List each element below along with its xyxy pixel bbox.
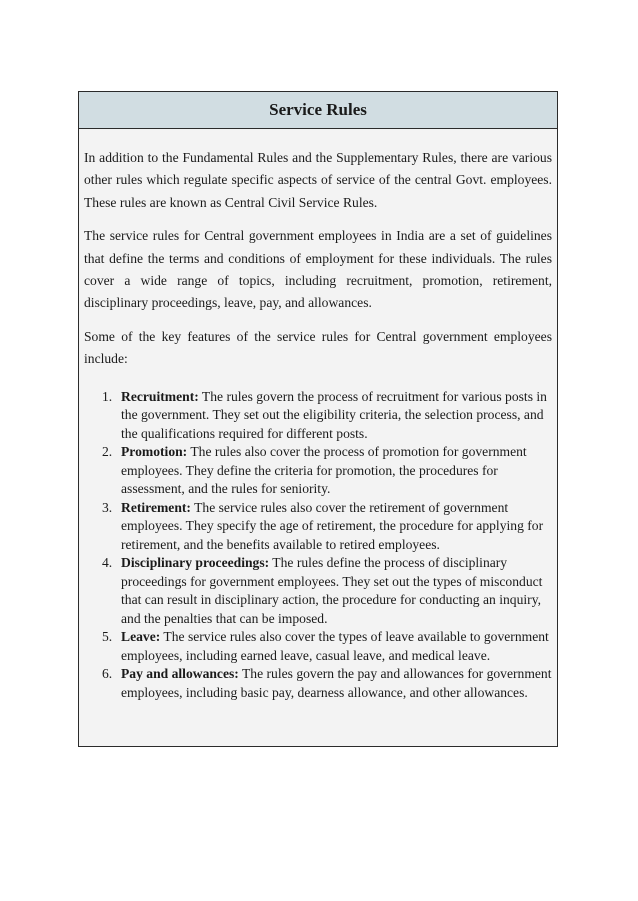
list-text: The rules govern the process of recruitment for various posts in the government. They set out the eligibility criteria, the selection process, and the qualifications required for different posts. [121, 388, 547, 441]
list-term: Leave: [121, 629, 161, 645]
list-text: The rules govern the pay and allowances for government employees, including basic pay, dearness allowance, and other allowances. [121, 666, 552, 700]
list-item [84, 554, 552, 628]
list-text: The service rules also cover the retirement of government employees. They specify the age of retirement, the procedure for applying for retirement, and the benefits available to retired employees. [121, 499, 544, 552]
list-number: 3. [102, 499, 113, 515]
list-item [84, 388, 552, 444]
paragraph-description: The service rules for Central government employees in India are a set of guidelines that define the terms and conditions of employment for these individuals. The rules cover a wide range of topics, including recruitment, promotion, retirement, disciplinary proceedings, leave, pay, and allowances. [84, 228, 552, 311]
list-text: The rules also cover the process of promotion for government employees. They define the criteria for promotion, the procedures for assessment, and the rules for seniority. [121, 444, 527, 497]
list-term: Recruitment: [121, 388, 199, 404]
list-item [84, 665, 552, 702]
list-item [84, 443, 552, 499]
box-content [79, 129, 557, 702]
list-number: 1. [102, 388, 113, 404]
features-list [84, 388, 552, 703]
service-rules-box [78, 91, 558, 747]
paragraph-key-features: Some of the key features of the service rules for Central government employees include: [84, 328, 552, 367]
list-text: The service rules also cover the types of leave available to government employees, including earned leave, casual leave, and medical leave. [121, 629, 549, 663]
list-term: Retirement: [121, 499, 191, 515]
list-item [84, 499, 552, 555]
list-number: 5. [102, 629, 113, 645]
list-term: Disciplinary proceedings: [121, 555, 270, 571]
list-text: The rules define the process of disciplinary proceedings for government employees. They set out the types of misconduct that can result in disciplinary action, the procedure for conducting an inquiry, and the penalties that can be imposed. [121, 555, 543, 626]
list-number: 4. [102, 555, 113, 571]
list-number: 6. [102, 666, 113, 682]
paragraph-intro: In addition to the Fundamental Rules and the Supplementary Rules, there are various other rules which regulate specific aspects of service of the central Govt. employees. These rules are known as Central Civil Service Rules. [84, 150, 552, 210]
list-item [84, 628, 552, 665]
list-number: 2. [102, 444, 113, 460]
box-title: Service Rules [79, 92, 557, 129]
list-term: Promotion: [121, 444, 188, 460]
list-term: Pay and allowances: [121, 666, 239, 682]
